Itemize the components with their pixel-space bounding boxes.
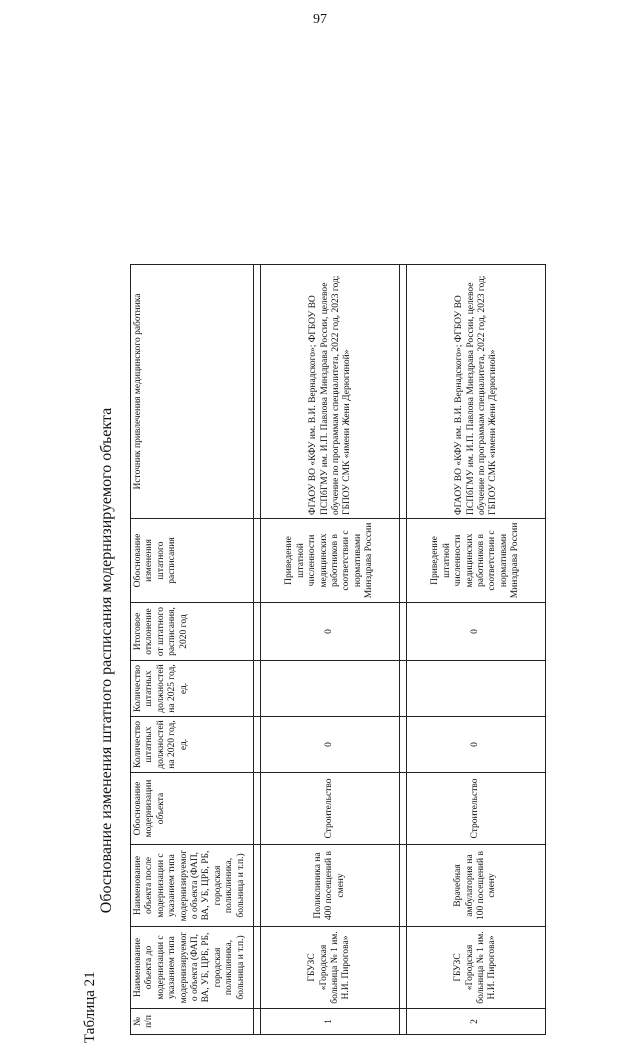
- header-staff-2020: Количество штатных должностей на 2020 год, ед.: [131, 717, 254, 773]
- staffing-table: [130, 264, 546, 1035]
- cell-staff-2025: [407, 661, 546, 717]
- table-row: [261, 265, 400, 1035]
- spacer-row: [254, 265, 261, 1035]
- spacer-row: [400, 265, 407, 1035]
- cell-source: ФГАОУ ВО «КФУ им. В.И. Вернадского»; ФГБОУ ВО ПСПбГМУ им. И.П. Павлова Минздрава России, целевое обучение по программам специалитета, 2022 год, 2023 год; ГБПОУ СМК «имени Жени Дерюгиной»: [407, 265, 546, 519]
- header-staff-reason: Обоснование изменения штатного расписания: [131, 519, 254, 603]
- cell-reason: Строительство: [261, 773, 400, 845]
- cell-after: Поликлиника на 400 посещений в смену: [261, 845, 400, 927]
- header-row: [131, 265, 254, 1035]
- cell-num: 1: [261, 1009, 400, 1035]
- header-deviation: Итоговое отклонение от штатного расписания, 2020 год: [131, 603, 254, 661]
- cell-reason: Строительство: [407, 773, 546, 845]
- header-num: № п/п: [131, 1009, 254, 1035]
- table-row: [407, 265, 546, 1035]
- cell-source: ФГАОУ ВО «КФУ им. В.И. Вернадского»; ФГБОУ ВО ПСПбГМУ им. И.П. Павлова Минздрава России, целевое обучение по программам специалитета, 2022 год, 2023 год; ГБПОУ СМК «имени Жени Дерюгиной»: [261, 265, 400, 519]
- header-source: Источник привлечения медицинского работника: [131, 265, 254, 519]
- cell-staff-reason: Приведение штатной численности медицинских работников в соответствии с нормативами Минздрава России: [261, 519, 400, 603]
- header-staff-2025: Количество штатных должностей на 2025 год, ед.: [131, 661, 254, 717]
- rotated-table-container: [82, 258, 567, 1063]
- cell-staff-2025: [261, 661, 400, 717]
- cell-staff-2020: 0: [407, 717, 546, 773]
- table-title: Обоснование изменения штатного расписания модернизируемого объекта: [98, 407, 115, 914]
- cell-deviation: 0: [407, 603, 546, 661]
- cell-before: ГБУЗС «Городская больница № 1 им. Н.И. Пирогова»: [407, 927, 546, 1009]
- header-after: Наименование объекта после модернизации с указанием типа модернизируемого объекта (ФАП, ВА, УБ, ЦРБ, РБ, городская поликлиника, больница и т.п.): [131, 845, 254, 927]
- cell-after: Врачебная амбулатория на 100 посещений в смену: [407, 845, 546, 927]
- cell-deviation: 0: [261, 603, 400, 661]
- header-before: Наименование объекта до модернизации с указанием типа модернизируемого объекта (ФАП, ВА, УБ, ЦРБ, РБ, городская поликлиника, больница и т.п.): [131, 927, 254, 1009]
- cell-staff-reason: Приведение штатной численности медицинских работников в соответствии с нормативами Минздрава России: [407, 519, 546, 603]
- page-number: 97: [313, 12, 327, 27]
- cell-staff-2020: 0: [261, 717, 400, 773]
- header-reason: Обоснование модернизации объекта: [131, 773, 254, 845]
- table-label: Таблица 21: [82, 971, 98, 1043]
- cell-num: 2: [407, 1009, 546, 1035]
- cell-before: ГБУЗС «Городская больница № 1 им. Н.И. Пирогова»: [261, 927, 400, 1009]
